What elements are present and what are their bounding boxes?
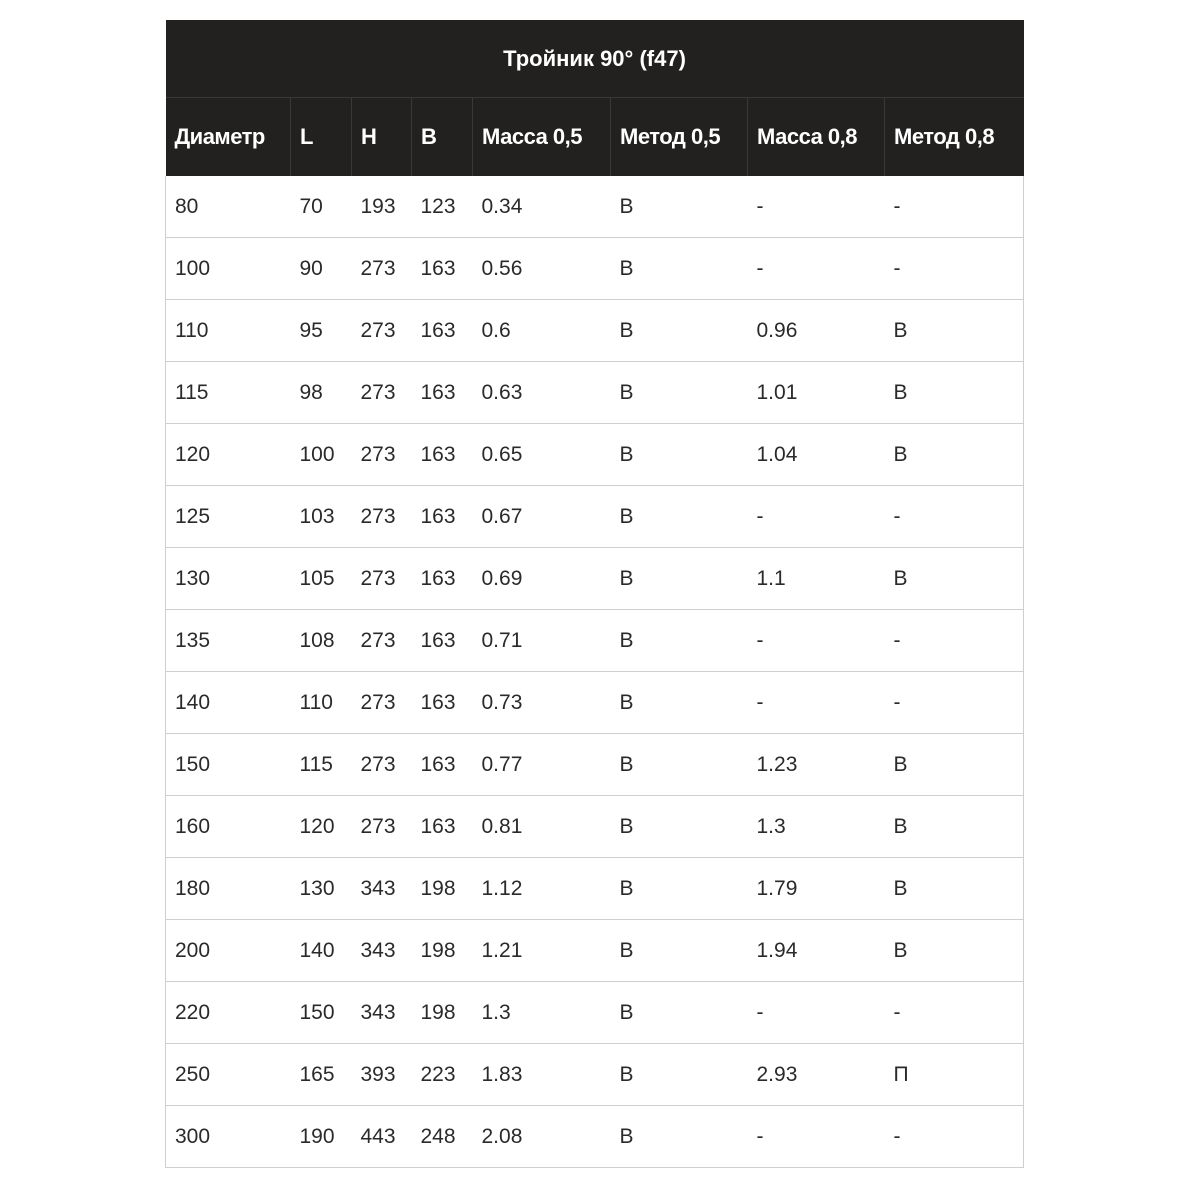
column-header-b: B: [412, 98, 473, 177]
b-cell: 248: [412, 1106, 473, 1168]
table-body: [166, 176, 1024, 1168]
mass-05-cell: 0.56: [473, 238, 611, 300]
column-header-mass-08: Масса 0,8: [748, 98, 885, 177]
mass-05-cell: 0.77: [473, 734, 611, 796]
spec-table: [165, 20, 1024, 1168]
l-cell: 100: [291, 424, 352, 486]
b-cell: 163: [412, 486, 473, 548]
method-08-cell: В: [885, 920, 1024, 982]
diameter-cell: 135: [166, 610, 291, 672]
diameter-cell: 150: [166, 734, 291, 796]
l-cell: 120: [291, 796, 352, 858]
method-08-cell: -: [885, 238, 1024, 300]
mass-08-cell: -: [748, 982, 885, 1044]
table-title: Тройник 90° (f47): [166, 20, 1024, 98]
mass-05-cell: 0.81: [473, 796, 611, 858]
l-cell: 90: [291, 238, 352, 300]
b-cell: 163: [412, 610, 473, 672]
method-05-cell: В: [611, 734, 748, 796]
diameter-cell: 220: [166, 982, 291, 1044]
l-cell: 115: [291, 734, 352, 796]
mass-08-cell: -: [748, 610, 885, 672]
diameter-cell: 180: [166, 858, 291, 920]
b-cell: 163: [412, 362, 473, 424]
mass-05-cell: 0.65: [473, 424, 611, 486]
mass-08-cell: -: [748, 1106, 885, 1168]
diameter-cell: 100: [166, 238, 291, 300]
column-header-h: H: [352, 98, 412, 177]
mass-08-cell: 1.23: [748, 734, 885, 796]
h-cell: 273: [352, 672, 412, 734]
diameter-cell: 120: [166, 424, 291, 486]
b-cell: 223: [412, 1044, 473, 1106]
method-08-cell: В: [885, 548, 1024, 610]
method-08-cell: -: [885, 486, 1024, 548]
diameter-cell: 115: [166, 362, 291, 424]
b-cell: 123: [412, 176, 473, 238]
mass-08-cell: 1.01: [748, 362, 885, 424]
h-cell: 343: [352, 920, 412, 982]
h-cell: 273: [352, 548, 412, 610]
l-cell: 140: [291, 920, 352, 982]
method-05-cell: В: [611, 362, 748, 424]
method-05-cell: В: [611, 238, 748, 300]
method-08-cell: -: [885, 176, 1024, 238]
diameter-cell: 250: [166, 1044, 291, 1106]
diameter-cell: 125: [166, 486, 291, 548]
mass-05-cell: 0.69: [473, 548, 611, 610]
diameter-cell: 140: [166, 672, 291, 734]
method-08-cell: -: [885, 982, 1024, 1044]
diameter-cell: 200: [166, 920, 291, 982]
method-08-cell: В: [885, 300, 1024, 362]
table-row: [166, 920, 1024, 982]
table-row: [166, 734, 1024, 796]
table-row: [166, 610, 1024, 672]
mass-08-cell: 1.94: [748, 920, 885, 982]
b-cell: 198: [412, 920, 473, 982]
mass-05-cell: 0.67: [473, 486, 611, 548]
l-cell: 95: [291, 300, 352, 362]
h-cell: 273: [352, 734, 412, 796]
h-cell: 273: [352, 300, 412, 362]
b-cell: 163: [412, 300, 473, 362]
column-header-diameter: Диаметр: [166, 98, 291, 177]
h-cell: 193: [352, 176, 412, 238]
b-cell: 163: [412, 424, 473, 486]
mass-05-cell: 1.83: [473, 1044, 611, 1106]
table-row: [166, 424, 1024, 486]
method-05-cell: В: [611, 858, 748, 920]
mass-05-cell: 0.6: [473, 300, 611, 362]
mass-08-cell: 1.1: [748, 548, 885, 610]
column-header-mass-05: Масса 0,5: [473, 98, 611, 177]
l-cell: 165: [291, 1044, 352, 1106]
method-05-cell: В: [611, 176, 748, 238]
method-08-cell: В: [885, 858, 1024, 920]
method-05-cell: В: [611, 1044, 748, 1106]
method-05-cell: В: [611, 548, 748, 610]
method-08-cell: -: [885, 610, 1024, 672]
h-cell: 443: [352, 1106, 412, 1168]
h-cell: 273: [352, 424, 412, 486]
method-08-cell: -: [885, 672, 1024, 734]
h-cell: 343: [352, 982, 412, 1044]
table-row: [166, 1106, 1024, 1168]
table-header-row: [166, 98, 1024, 177]
mass-08-cell: -: [748, 176, 885, 238]
mass-05-cell: 0.73: [473, 672, 611, 734]
l-cell: 98: [291, 362, 352, 424]
method-05-cell: В: [611, 672, 748, 734]
mass-05-cell: 0.34: [473, 176, 611, 238]
column-header-l: L: [291, 98, 352, 177]
mass-05-cell: 0.63: [473, 362, 611, 424]
l-cell: 130: [291, 858, 352, 920]
method-05-cell: В: [611, 486, 748, 548]
mass-08-cell: 1.3: [748, 796, 885, 858]
h-cell: 343: [352, 858, 412, 920]
method-08-cell: В: [885, 734, 1024, 796]
table-row: [166, 548, 1024, 610]
mass-05-cell: 2.08: [473, 1106, 611, 1168]
mass-05-cell: 1.21: [473, 920, 611, 982]
method-05-cell: В: [611, 982, 748, 1044]
table-row: [166, 1044, 1024, 1106]
l-cell: 108: [291, 610, 352, 672]
diameter-cell: 160: [166, 796, 291, 858]
l-cell: 190: [291, 1106, 352, 1168]
b-cell: 198: [412, 982, 473, 1044]
b-cell: 163: [412, 238, 473, 300]
mass-08-cell: 1.79: [748, 858, 885, 920]
table-row: [166, 858, 1024, 920]
method-05-cell: В: [611, 796, 748, 858]
method-05-cell: В: [611, 300, 748, 362]
l-cell: 70: [291, 176, 352, 238]
mass-08-cell: -: [748, 672, 885, 734]
h-cell: 273: [352, 362, 412, 424]
method-05-cell: В: [611, 920, 748, 982]
method-05-cell: В: [611, 1106, 748, 1168]
table-title-row: [166, 20, 1024, 98]
h-cell: 273: [352, 238, 412, 300]
diameter-cell: 110: [166, 300, 291, 362]
table-row: [166, 362, 1024, 424]
method-08-cell: П: [885, 1044, 1024, 1106]
mass-05-cell: 1.12: [473, 858, 611, 920]
mass-08-cell: 1.04: [748, 424, 885, 486]
l-cell: 110: [291, 672, 352, 734]
diameter-cell: 130: [166, 548, 291, 610]
mass-05-cell: 1.3: [473, 982, 611, 1044]
table-row: [166, 982, 1024, 1044]
method-05-cell: В: [611, 424, 748, 486]
table-row: [166, 796, 1024, 858]
table-row: [166, 238, 1024, 300]
h-cell: 273: [352, 486, 412, 548]
mass-05-cell: 0.71: [473, 610, 611, 672]
mass-08-cell: 2.93: [748, 1044, 885, 1106]
table-row: [166, 672, 1024, 734]
method-08-cell: В: [885, 796, 1024, 858]
diameter-cell: 300: [166, 1106, 291, 1168]
b-cell: 163: [412, 796, 473, 858]
method-08-cell: В: [885, 362, 1024, 424]
b-cell: 163: [412, 672, 473, 734]
l-cell: 103: [291, 486, 352, 548]
l-cell: 105: [291, 548, 352, 610]
table-row: [166, 486, 1024, 548]
b-cell: 163: [412, 548, 473, 610]
b-cell: 198: [412, 858, 473, 920]
method-08-cell: -: [885, 1106, 1024, 1168]
h-cell: 393: [352, 1044, 412, 1106]
method-05-cell: В: [611, 610, 748, 672]
spec-table-container: [165, 20, 1023, 1168]
method-08-cell: В: [885, 424, 1024, 486]
l-cell: 150: [291, 982, 352, 1044]
column-header-method-08: Метод 0,8: [885, 98, 1024, 177]
b-cell: 163: [412, 734, 473, 796]
mass-08-cell: 0.96: [748, 300, 885, 362]
table-row: [166, 176, 1024, 238]
mass-08-cell: -: [748, 486, 885, 548]
mass-08-cell: -: [748, 238, 885, 300]
column-header-method-05: Метод 0,5: [611, 98, 748, 177]
table-row: [166, 300, 1024, 362]
h-cell: 273: [352, 796, 412, 858]
diameter-cell: 80: [166, 176, 291, 238]
h-cell: 273: [352, 610, 412, 672]
